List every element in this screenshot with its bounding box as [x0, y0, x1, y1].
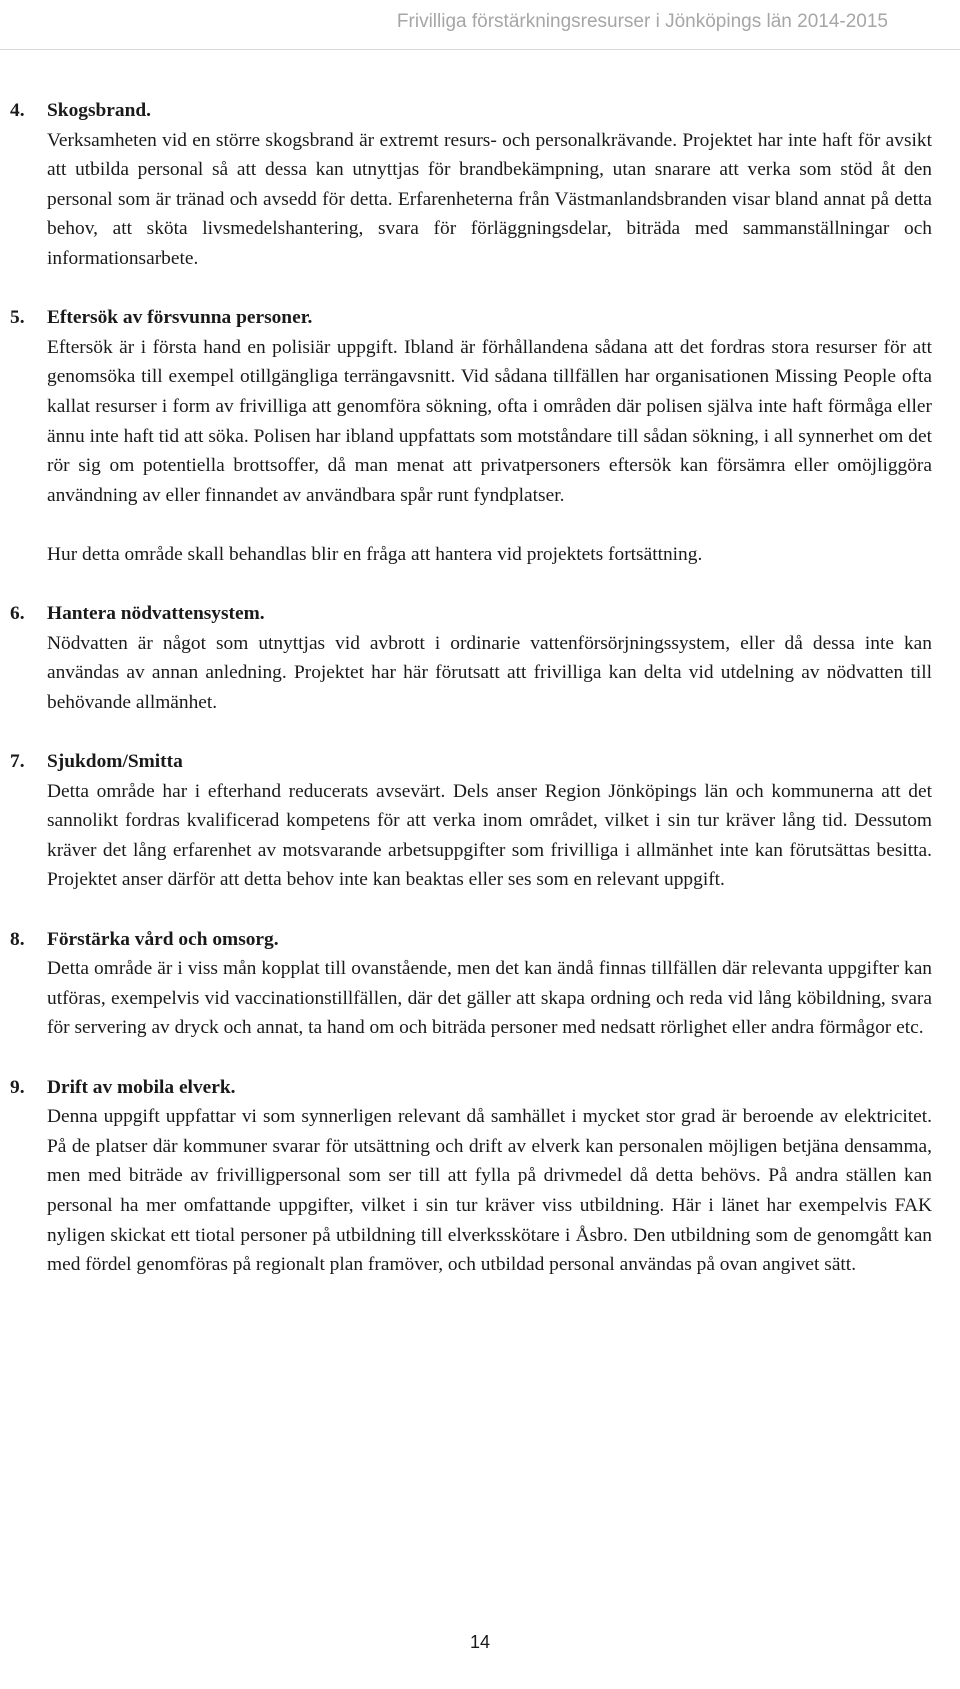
paragraph: Verksamheten vid en större skogsbrand är extremt resurs- och personalkrävande. Projektet har inte haft för avsikt att utbilda personal så att dessa kan utnyttjas för brandbekämpning, utan snarare att verka som stöd åt den personal som är tränad och avsedd för detta. Erfarenheterna från Västmanlandsbranden visar bland annat på detta behov, att sköta livsmedelshantering, svara för förläggningsdelar, biträda med sammanställningar och informationsarbete. — [47, 129, 932, 269]
section-title: Förstärka vård och omsorg. — [47, 928, 279, 950]
section-body — [47, 954, 932, 1043]
section-body — [47, 126, 932, 274]
page-header — [0, 0, 960, 50]
section-number: 6. — [10, 603, 25, 625]
section-title: Skogsbrand. — [47, 100, 152, 121]
section-heading — [10, 96, 932, 126]
section-nodvatten — [10, 599, 932, 717]
section-number: 8. — [10, 928, 25, 950]
paragraph: Detta område har i efterhand reducerats avsevärt. Dels anser Region Jönköpings län och kommunerna att det sannolikt fordras kvalificerad kompetens för att verka inom området, vilket i sin tur kräver lång tid. Dessutom kräver det lång erfarenhet av motsvarande arbetsuppgifter som frivilliga i allmänhet inte kan förutsättas besitta. Projektet anser därför att detta behov inte kan beaktas eller ses som en relevant uppgift. — [47, 780, 932, 891]
section-mobila-elverk — [10, 1073, 932, 1280]
section-title: Hantera nödvattensystem. — [47, 603, 265, 625]
paragraph: Detta område är i viss mån kopplat till ovanstående, men det kan ändå finnas tillfällen där relevanta uppgifter kan utföras, exempelvis vid vaccinationstillfällen, där det gäller att skapa ordning och reda vid lång köbildning, svara för servering av dryck och annat, ta hand om och biträda personer med nedsatt rörlighet eller andra förmågor etc. — [47, 958, 932, 1039]
section-body — [47, 333, 932, 570]
header-title: Frivilliga förstärkningsresurser i Jönköpings län 2014-2015 — [396, 11, 888, 32]
section-number: 5. — [10, 307, 25, 329]
page-number: 14 — [469, 1632, 491, 1652]
section-heading — [10, 1073, 932, 1103]
paragraph: Eftersök är i första hand en polisiär uppgift. Ibland är förhållandena sådana att det fordras stora resurser för att genomsöka till exempel otillgängliga terrängavsnitt. Vid sådana tillfällen har organisationen Missing People ofta kallat resurser i form av frivilliga att genomföra sökning, ofta i områden där polisen själva inte haft förmåga eller ännu inte haft tid att söka. Polisen har ibland uppfattats som motståndare till sådan sökning, i all synnerhet om det rör sig om potentiella brottsoffer, då man menat att privatpersoners eftersök kan försämra eller omöjliggöra användning av eller finnandet av användbara spår runt fyndplatser. — [47, 336, 932, 506]
paragraph: Nödvatten är något som utnyttjas vid avbrott i ordinarie vattenförsörjningssystem, eller då dessa inte kan användas av annan anledning. Projektet har här förutsatt att frivilliga kan delta vid utdelning av nödvatten till behövande allmänhet. — [47, 632, 932, 713]
section-number: 4. — [10, 100, 25, 121]
section-number: 9. — [10, 1076, 25, 1098]
section-skogsbrand — [10, 96, 932, 274]
section-number: 7. — [10, 751, 25, 773]
paragraph: Denna uppgift uppfattar vi som synnerligen relevant då samhället i mycket stor grad är beroende av elektricitet. På de platser där kommuner svarar för utsättning och drift av elverk kan personalen möjligen betjäna densamma, men med biträde av frivilligpersonal som ser till att fylla på drivmedel då detta behövs. På andra ställen kan personal ha mer omfattande uppgifter, vilket i sin tur kräver viss utbildning. Här i länet har exempelvis FAK nyligen skickat ett tiotal personer på utbildning till elverksskötare i Åsbro. Den utbildning som de genomgått kan med fördel genomföras på regionalt plan framöver, och utbildad personal användas på ovan angivet sätt. — [47, 1106, 932, 1276]
section-heading — [10, 747, 932, 777]
section-body — [47, 1102, 932, 1280]
section-body — [47, 777, 932, 895]
section-heading — [10, 599, 932, 629]
section-title: Sjukdom/Smitta — [47, 751, 183, 773]
paragraph: Hur detta område skall behandlas blir en fråga att hantera vid projektets fortsättning. — [47, 543, 703, 565]
section-sjukdom-smitta — [10, 747, 932, 895]
document-body — [10, 96, 932, 1309]
section-heading — [10, 303, 932, 333]
section-title: Drift av mobila elverk. — [47, 1076, 236, 1098]
section-body — [47, 629, 932, 718]
section-vard-omsorg — [10, 925, 932, 1043]
section-heading — [10, 925, 932, 955]
section-title: Eftersök av försvunna personer. — [47, 307, 313, 329]
section-eftersok — [10, 303, 932, 569]
